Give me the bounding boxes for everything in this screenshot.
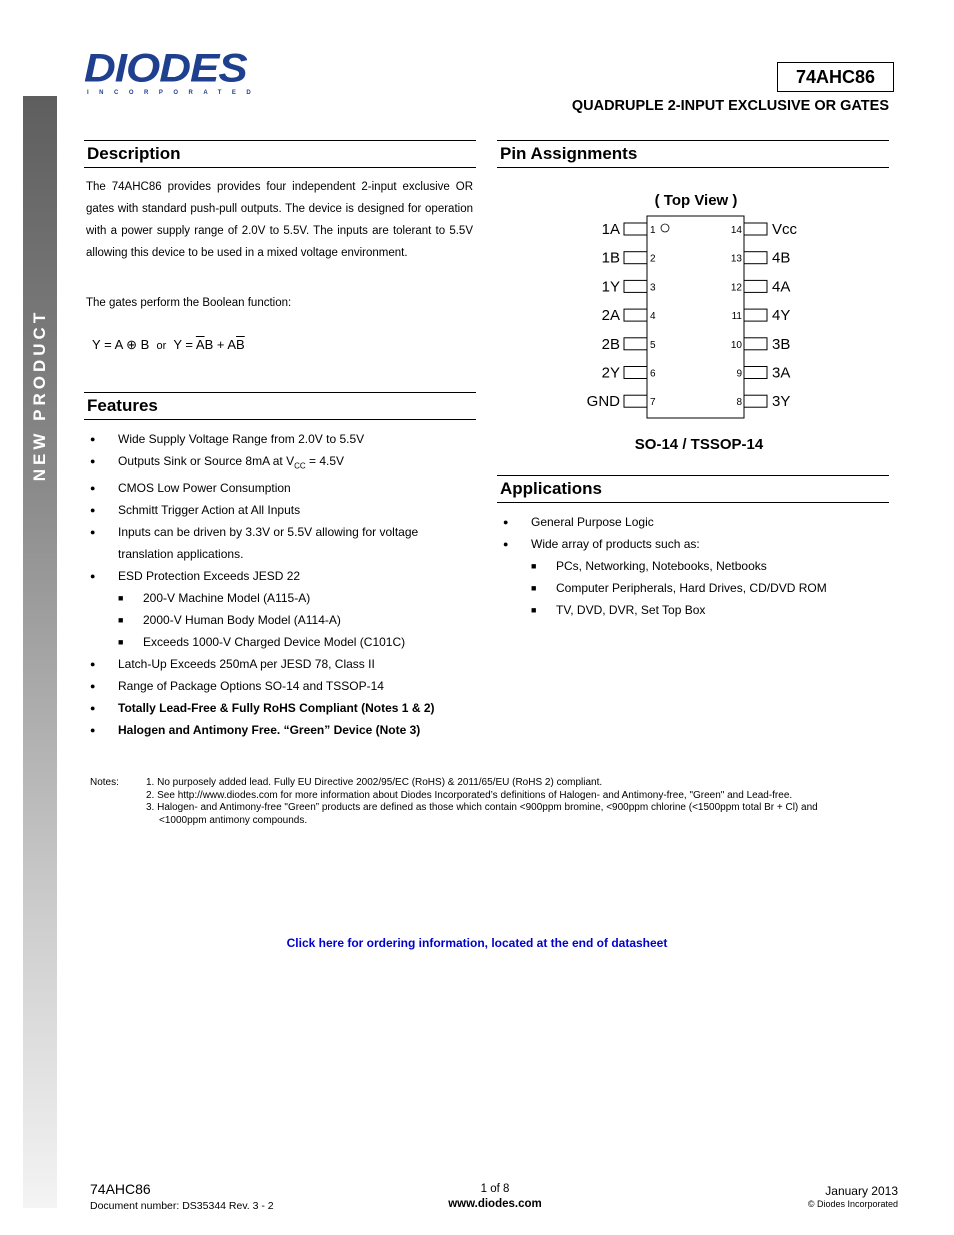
pin-number-11: 11 — [731, 311, 742, 323]
pin-pad-11 — [744, 309, 767, 321]
pin-label-1b: 1B — [601, 249, 620, 267]
pin1-marker — [661, 224, 669, 232]
list-item: translation applications. — [118, 547, 244, 562]
features-heading: Features — [84, 392, 476, 420]
list-item: ● Outputs Sink or Source 8mA at $V_{CC} = 4.5V$ — [90, 454, 345, 471]
list-item: ■ TV, DVD, DVR, Set Top Box — [531, 603, 706, 617]
new-product-sidebar — [23, 96, 57, 1208]
list-item: ■ Exceeds 1000-V Charged Device Model (C101C) — [118, 635, 406, 650]
footer-url[interactable]: www.diodes.com — [448, 1198, 542, 1210]
note-2: 2. See http://www.diodes.com for more information about Diodes Incorporated’s definitions of Halogen- and Antimony-free, "Green" and Lead-free. — [146, 789, 793, 801]
list-item: ● CMOS Low Power Consumption — [90, 481, 291, 496]
pin-label-gnd: GND — [586, 393, 620, 411]
applications-heading: Applications — [497, 475, 889, 503]
features-list — [90, 428, 478, 741]
footer-page: 1 of 8 — [480, 1183, 510, 1195]
pin-number-3: 3 — [650, 282, 656, 294]
note-3: 3. Halogen- and Antimony-free "Green” products are defined as those which contain <900ppm bromine, <900ppm chlorine (<1500ppm total Br + Cl) and — [146, 802, 818, 813]
footer-part: 74AHC86 — [90, 1181, 151, 1197]
list-item: ■ 2000-V Human Body Model (A114-A) — [118, 613, 341, 628]
pin-number-2: 2 — [650, 253, 656, 265]
pin-pad-10 — [744, 338, 767, 350]
footer-date: January 2013 — [825, 1184, 898, 1198]
list-item: ■ PCs, Networking, Notebooks, Netbooks — [531, 559, 767, 573]
pin-pad-12 — [744, 280, 767, 292]
pin-number-13: 13 — [730, 253, 742, 265]
pin-pad-14 — [744, 223, 767, 235]
list-item: ● Wide array of products such as: — [503, 537, 700, 551]
boolean-formula: Y = A ⊕ B or $Y = \overline{A}B + A\overline{B}$ — [92, 337, 245, 352]
pin-pad-3 — [624, 280, 647, 292]
pin-pad-2 — [624, 252, 647, 264]
pin-label-4y: 4Y — [772, 307, 791, 325]
pin-pad-6 — [624, 367, 647, 379]
pin-number-7: 7 — [650, 397, 656, 409]
pin-pad-7 — [624, 395, 647, 407]
list-item: ● Inputs can be driven by 3.3V or 5.5V allowing for voltage — [90, 525, 419, 540]
boolean-intro: The gates perform the Boolean function: — [86, 297, 292, 309]
list-item: ● Totally Lead-Free & Fully RoHS Compliant (Notes 1 & 2) — [90, 701, 435, 716]
pin-pad-13 — [744, 252, 767, 264]
page-subtitle: QUADRUPLE 2-INPUT EXCLUSIVE OR GATES — [571, 98, 889, 114]
list-item: ■ Computer Peripherals, Hard Drives, CD/DVD ROM — [531, 581, 827, 595]
pin-pad-4 — [624, 309, 647, 321]
notes-label: Notes: — [90, 777, 119, 788]
note-3-cont: <1000ppm antimony compounds. — [159, 814, 308, 826]
sidebar-label: NEW PRODUCT — [30, 308, 49, 482]
list-item: ● Schmitt Trigger Action at All Inputs — [90, 503, 301, 518]
description-paragraph: The 74AHC86 provides provides four independent 2-input exclusive OR gates with standard push-pull outputs. The device is designed for operation with a power supply range of 2.0V to 5.5V. The inputs are tolerant to 5.5V allowing this device to be used in a mixed voltage environment. — [86, 181, 473, 259]
pin-pad-8 — [744, 395, 767, 407]
pin-number-4: 4 — [650, 311, 656, 323]
diodes-logo: DIODES — [84, 46, 247, 91]
pin-label-1a: 1A — [601, 221, 620, 238]
list-item: ● Wide Supply Voltage Range from 2.0V to 5.5V — [90, 432, 365, 446]
pin-number-1: 1 — [650, 225, 656, 236]
ordering-info-link[interactable]: Click here for ordering information, located at the end of datasheet — [286, 936, 668, 950]
part-number-box: 74AHC86 — [777, 62, 894, 92]
footer-docnum: Document number: DS35344 Rev. 3 - 2 — [90, 1200, 274, 1212]
list-item: ■ 200-V Machine Model (A115-A) — [118, 591, 311, 606]
logo-subtitle: INCORPORATED — [87, 90, 262, 96]
pin-label-1y: 1Y — [601, 278, 620, 296]
top-view-label: ( Top View ) — [654, 192, 738, 209]
pin-assignments-heading: Pin Assignments — [497, 140, 889, 168]
pin-label-2y: 2Y — [601, 364, 620, 382]
list-item: ● Range of Package Options SO-14 and TSSOP-14 — [90, 679, 384, 694]
footer-copyright: © Diodes Incorporated — [807, 1199, 898, 1209]
pin-number-12: 12 — [730, 282, 742, 294]
pin-label-2a: 2A — [601, 307, 620, 325]
pin-number-14: 14 — [730, 225, 742, 236]
applications-list — [503, 511, 881, 621]
pin-pad-5 — [624, 338, 647, 350]
pin-number-10: 10 — [730, 339, 742, 351]
pin-pad-1 — [624, 223, 647, 235]
pinout-diagram — [497, 185, 889, 460]
list-item: ● General Purpose Logic — [503, 515, 654, 529]
description-heading: Description — [84, 140, 476, 168]
pin-number-6: 6 — [650, 368, 656, 380]
pin-label-2b: 2B — [601, 335, 620, 353]
pin-number-8: 8 — [736, 397, 742, 409]
ic-body — [647, 216, 744, 418]
list-item: ● Halogen and Antimony Free. “Green” Device (Note 3) — [90, 723, 421, 738]
pin-label-4b: 4B — [772, 249, 791, 267]
pin-label-3b: 3B — [772, 335, 791, 353]
pin-number-5: 5 — [650, 339, 656, 351]
package-label: SO-14 / TSSOP-14 — [634, 436, 764, 453]
pin-number-9: 9 — [736, 368, 742, 380]
list-item: ● Latch-Up Exceeds 250mA per JESD 78, Class II — [90, 657, 375, 672]
pin-label-4a: 4A — [772, 278, 791, 296]
pin-pad-9 — [744, 367, 767, 379]
list-item: ● ESD Protection Exceeds JESD 22 — [90, 569, 301, 584]
pin-label-vcc: Vcc — [772, 221, 798, 238]
pin-label-3a: 3A — [772, 364, 791, 382]
note-1: 1. No purposely added lead. Fully EU Directive 2002/95/EC (RoHS) & 2011/65/EU (RoHS 2) compliant. — [146, 777, 603, 788]
pin-label-3y: 3Y — [772, 393, 791, 411]
